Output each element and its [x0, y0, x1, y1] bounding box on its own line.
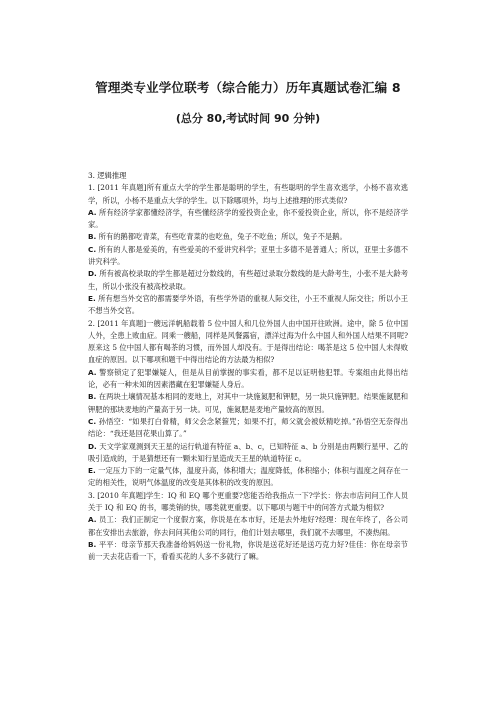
- question-3-stem: 3. [2010 年真题]学生：IQ 和 EQ 哪个更重要?您能否给我指点一下?学长：你去市店问问工作人员关于 IQ 和 EQ 的书，哪类销的快，哪类就更重要。以下哪项与题干中的问答方式最为相似?: [88, 490, 408, 513]
- page-title: 管理类专业学位联考（综合能力）历年真题试卷汇编 8: [95, 80, 401, 95]
- question-3-option-b: [88, 539, 408, 564]
- option-letter: B.: [88, 539, 97, 549]
- section-heading: 3. 逻辑推理: [88, 171, 127, 180]
- option-letter: A.: [88, 515, 97, 525]
- question-1-option-b: [88, 231, 408, 243]
- option-text: 员工：我们正制定一个度假方案，你说是在本市好，还是去外地好?经理：现在年终了，各公司都在安排出去旅游，你去问问其他公司的同行，他们计划去哪里，我们就不去哪里，不凑热闹。: [88, 515, 408, 537]
- question-1-stem: 1. [2011 年真题]所有重点大学的学生都是聪明的学生，有些聪明的学生喜欢逃学，小杨不喜欢逃学，所以，小杨不是重点大学的学生。以下除哪项外，均与上述推理的形式类似?: [88, 183, 408, 205]
- document-body: [88, 170, 408, 564]
- option-text: 所有被高校录取的学生都是超过分数线的，有些超过录取分数线的是大龄考生，小张不是大龄考生，所以小张没有被高校录取。: [88, 269, 409, 291]
- question-2-option-c: [88, 416, 408, 441]
- option-letter: C.: [88, 416, 97, 426]
- option-letter: A.: [88, 207, 97, 217]
- question-1-option-a: [88, 207, 408, 232]
- option-letter: D.: [88, 269, 97, 279]
- option-text: 所有想当外交官的都需要学外语，有些学外语的重视人际交往，小王不重视人际交往；所以小王不想当外交官。: [88, 293, 408, 316]
- option-letter: E.: [88, 466, 96, 476]
- option-text: 所有的人都是爱美的，有些爱美的不爱讲究科学；亚里士多德不是普通人；所以，亚里士多德不讲究科学。: [88, 244, 409, 267]
- question-3-option-a: [88, 514, 408, 539]
- option-letter: A.: [88, 367, 97, 377]
- question-1-option-d: [88, 268, 408, 293]
- option-text: 警察锁定了犯罪嫌疑人，但是从目前掌握的事实看，都不足以证明他犯罪。专案组由此得出结论，必有一种未知的因素潜藏在犯罪嫌疑人身后。: [88, 367, 408, 390]
- option-letter: B.: [88, 232, 97, 242]
- option-letter: C.: [88, 244, 97, 254]
- option-text: 孙悟空：“如果打白骨精，师父会念紧箍咒；如果不打，师父就会被妖精吃掉。”孙悟空无奈得出结论：“我还是回花果山算了。”: [88, 416, 408, 439]
- question-2-option-d: [88, 441, 408, 466]
- option-text: 天文学家观测到天王星的运行轨道有特征 a、b、c，已知特征 a、b 分别是由两颗行星甲、乙的吸引造成的，于是猜想还有一颗未知行星造成天王星的轨道特征 c。: [88, 441, 408, 463]
- question-1-option-c: [88, 244, 408, 269]
- question-2-option-b: [88, 391, 408, 416]
- option-letter: B.: [88, 392, 97, 402]
- option-text: 所有经济学家都懂经济学，有些懂经济学的爱投资企业，你不爱投资企业，所以，你不是经济学家。: [88, 207, 408, 230]
- question-1-option-e: [88, 293, 408, 318]
- option-text: 所有的鹅都吃青菜，有些吃青菜的也吃鱼，兔子不吃鱼；所以，兔子不是鹅。: [98, 232, 347, 242]
- option-text: 一定压力下的一定量气体，温度升高，体积增大；温度降低，体积缩小；体积与温度之间存在一定的相关性，说明气体温度的改变是其体积的改变的原因。: [88, 466, 408, 488]
- option-letter: E.: [88, 293, 96, 303]
- question-2-option-e: [88, 465, 408, 490]
- option-text: 在两块土壤情况基本相同的麦地上，对其中一块施氮肥和钾肥，另一块只施钾肥。结果施氮肥和钾肥的那块麦地的产量高于另一块。可见，施氮肥是麦地产量较高的原因。: [88, 392, 408, 414]
- page-subtitle: (总分 80,考试时间 90 分钟): [175, 112, 321, 125]
- question-2-option-a: [88, 367, 408, 392]
- option-letter: D.: [88, 441, 97, 451]
- question-2-stem: 2. [2011 年真题]一艘远洋帆船载着 5 位中国人和几位外国人由中国开往欧洲。途中，除 5 位中国人外，全患上败血症。同乘一艘船，同样是风餐露宿，漂洋过海为什么中国人和外国人结果不同呢?原来这 5 位中国人都有喝茶的习惯，而外国人却没有。于是得出结论：喝茶是这 5 位中国人未得败血症的原因。以下哪项和题干中得出结论的方法最为相似?: [88, 318, 408, 365]
- option-text: 平平：母亲节那天我准备给妈妈送一份礼物，你说是送花好还是送巧克力好?佳佳：你在母亲节前一天去花店看一下，看看买花的人多不多就行了嘛。: [88, 539, 408, 562]
